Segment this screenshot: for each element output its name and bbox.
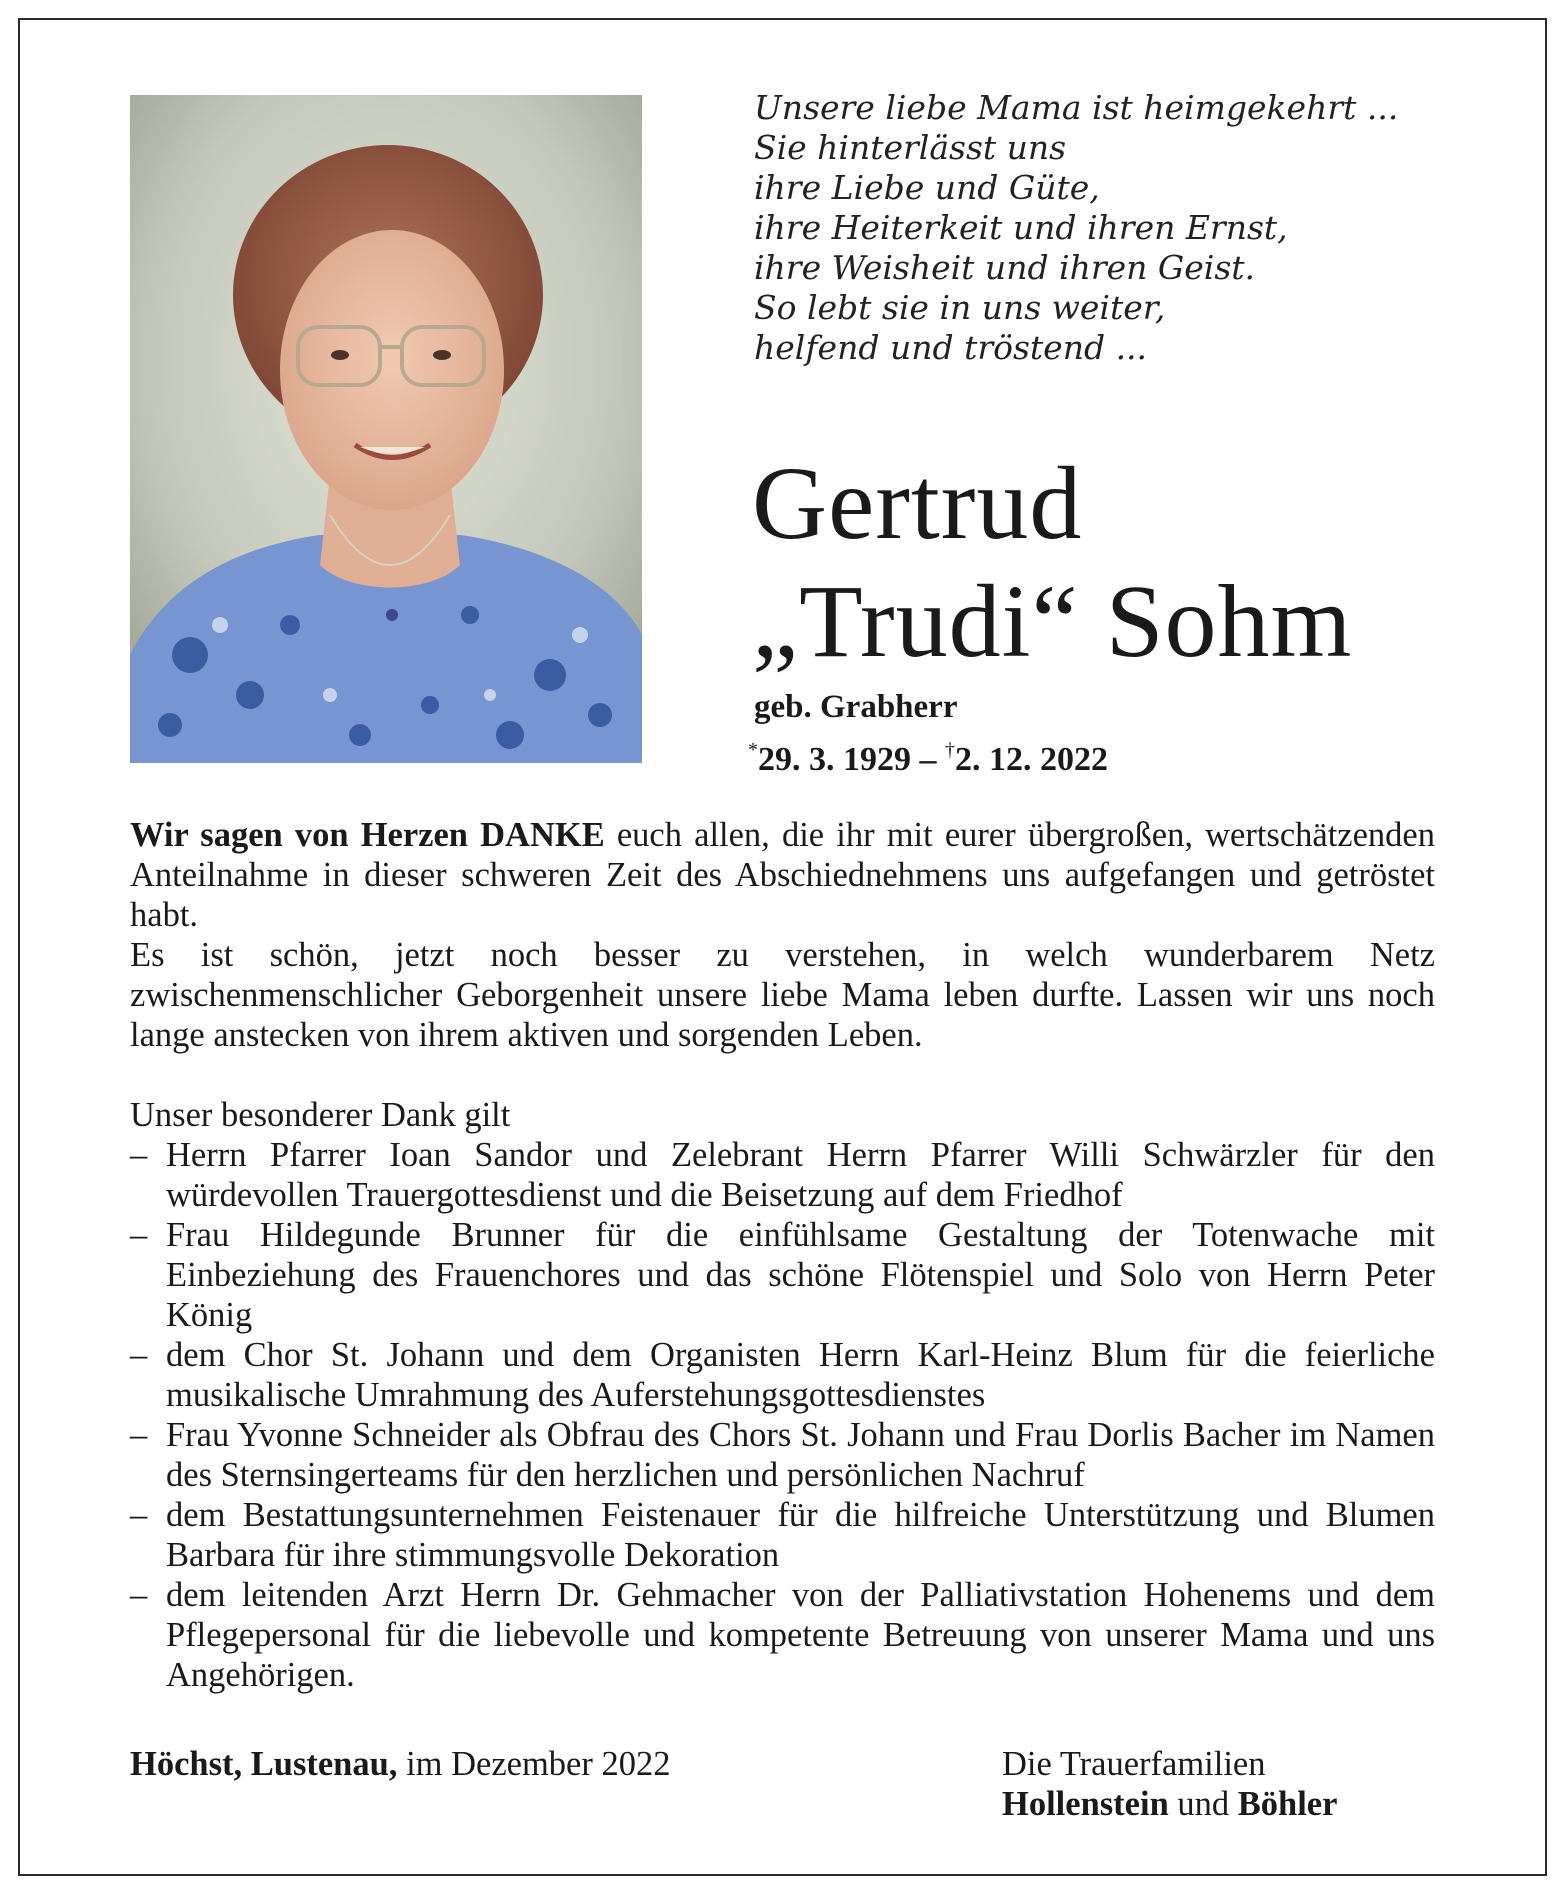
poem-line: ihre Liebe und Güte, (754, 168, 1100, 207)
family-name-1: Hollenstein (1002, 1785, 1169, 1823)
deceased-name (752, 445, 1472, 681)
dash: – (130, 1336, 148, 1374)
dash: – (130, 1216, 148, 1254)
poem-line: ihre Heiterkeit und ihren Ernst, (754, 208, 1288, 247)
nickname-surname: „Trudi“ Sohm (752, 564, 1353, 679)
poem-line: helfend und tröstend ... (754, 328, 1148, 367)
list-item-text: Herrn Pfarrer Ioan Sandor und Zelebrant Herrn Pfarrer Willi Schwärzler für den würdevollen Trauergottesdienst und die Beisetzung auf dem Friedhof (166, 1136, 1435, 1214)
family-name-2: Böhler (1237, 1785, 1338, 1823)
intro-bold: Wir sagen von Herzen DANKE (130, 816, 605, 854)
place-bold: Höchst, Lustenau, (130, 1745, 398, 1783)
poem-line: Sie hinterlässt uns (754, 128, 1067, 167)
life-dates (748, 730, 1108, 780)
date-text: im Dezember 2022 (397, 1745, 671, 1783)
birth-symbol: * (748, 739, 758, 761)
date-separator: – (911, 741, 945, 778)
list-item (130, 1575, 1435, 1695)
family-names (1002, 1784, 1337, 1824)
list-item (130, 1495, 1435, 1575)
list-item-text: Frau Hildegunde Brunner für die einfühlsame Gestaltung der Totenwache mit Einbeziehung des Frauenchores und das schöne Flötenspiel und Solo von Herrn Peter König (166, 1216, 1435, 1334)
list-item-text: dem leitenden Arzt Herrn Dr. Gehmacher von der Palliativstation Hohenems und dem Pflegepersonal für die liebevolle und kompetente Betreuung von unserer Mama und uns Angehörigen. (166, 1576, 1435, 1694)
second-paragraph: Es ist schön, jetzt noch besser zu verstehen, in welch wunderbarem Netz zwischenmenschlicher Geborgenheit unsere liebe Mama leben durfte. Lassen wir uns noch lange anstecken von ihrem aktiven und sorgenden Leben. (130, 936, 1435, 1054)
family-label: Die Trauerfamilien (1002, 1745, 1266, 1783)
dash: – (130, 1576, 148, 1614)
intro-rest: euch allen, die ihr mit eurer übergroßen, wertschätzenden Anteilnahme in dieser schweren Zeit des Abschiednehmens uns aufgefangen und getröstet habt. (130, 816, 1435, 934)
place-date (130, 1744, 670, 1784)
death-date: 2. 12. 2022 (955, 741, 1108, 778)
thanks-list (130, 1135, 1435, 1695)
dash: – (130, 1496, 148, 1534)
birth-date: 29. 3. 1929 (758, 741, 911, 778)
first-name: Gertrud (752, 446, 1083, 561)
portrait-photo (130, 95, 642, 763)
list-item (130, 1215, 1435, 1335)
poem-line: ihre Weisheit und ihren Geist. (754, 248, 1256, 287)
list-item (130, 1135, 1435, 1215)
list-item (130, 1335, 1435, 1415)
list-item (130, 1415, 1435, 1495)
list-item-text: Frau Yvonne Schneider als Obfrau des Chors St. Johann und Frau Dorlis Bacher im Namen des Sternsingerteams für den herzlichen und persönlichen Nachruf (166, 1416, 1435, 1494)
list-item-text: dem Bestattungsunternehmen Feistenauer für die hilfreiche Unterstützung und Blumen Barbara für ihre stimmungsvolle Dekoration (166, 1496, 1435, 1574)
thank-you-text (130, 815, 1435, 1695)
signature-block (1002, 1744, 1337, 1824)
list-item-text: dem Chor St. Johann und dem Organisten Herrn Karl-Heinz Blum für die feierliche musikalische Umrahmung des Auferstehungsgottesdienstes (166, 1336, 1435, 1414)
intro-paragraph (130, 815, 1435, 935)
dash: – (130, 1416, 148, 1454)
memorial-poem (754, 88, 1454, 368)
maiden-name: geb. Grabherr (754, 689, 958, 725)
death-symbol: † (945, 739, 955, 761)
poem-line: Unsere liebe Mama ist heimgekehrt ... (754, 88, 1399, 127)
thanks-heading: Unser besonderer Dank gilt (130, 1096, 511, 1134)
dash: – (130, 1136, 148, 1174)
poem-line: So lebt sie in uns weiter, (754, 288, 1166, 327)
and-text: und (1168, 1785, 1238, 1823)
